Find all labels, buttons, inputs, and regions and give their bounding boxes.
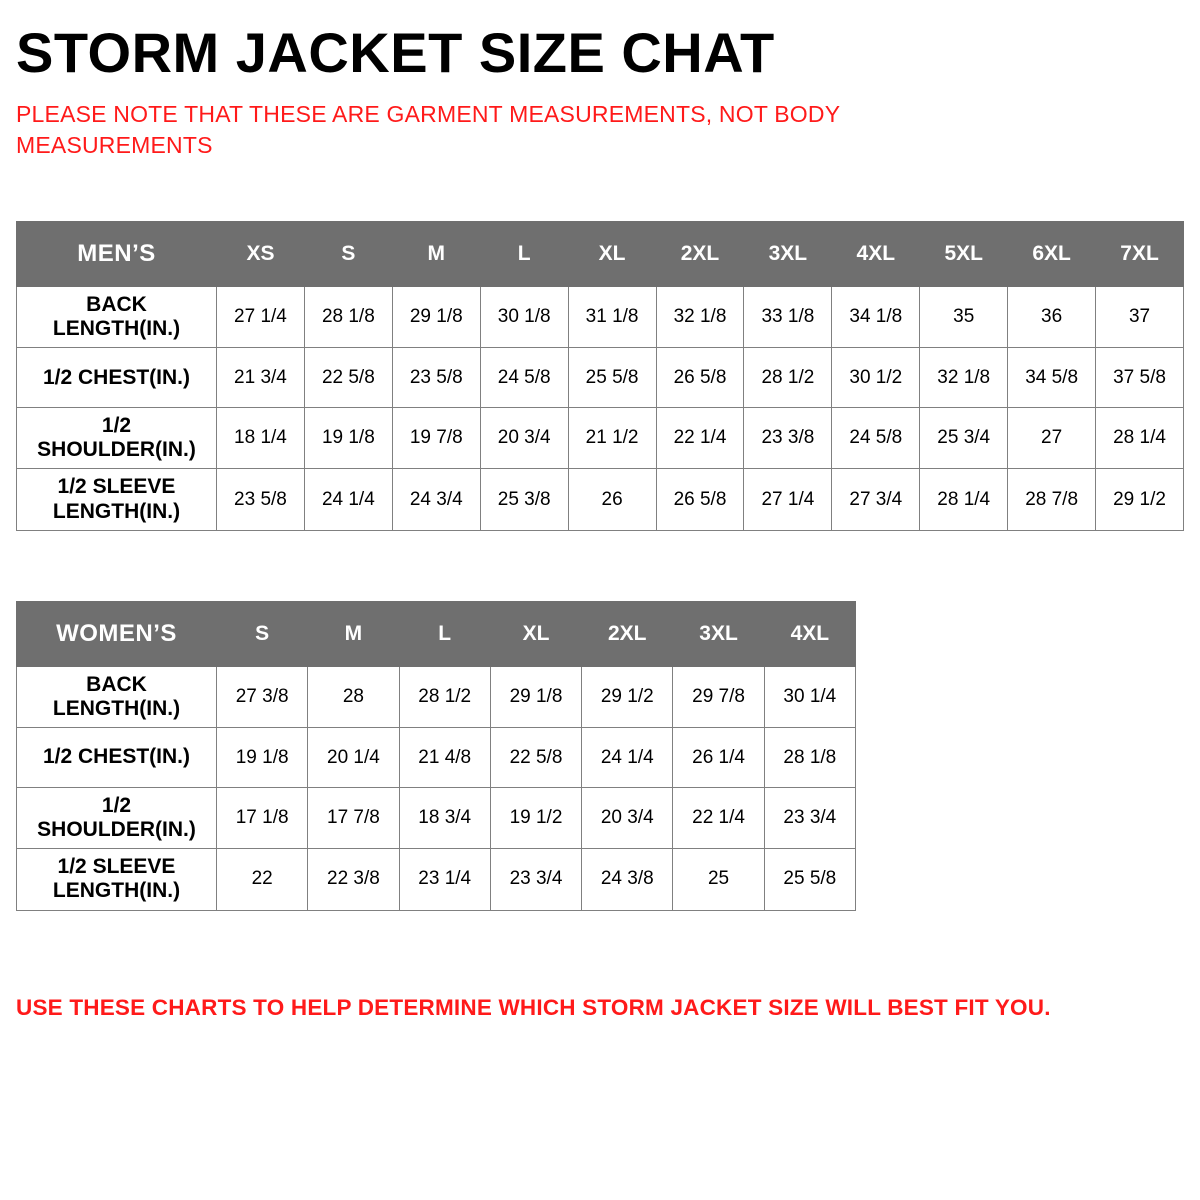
measurement-note: PLEASE NOTE THAT THESE ARE GARMENT MEASUREMENTS, NOT BODY MEASUREMENTS [16,100,840,158]
measurement-value: 22 1/4 [656,408,744,469]
measurement-value: 17 7/8 [308,788,399,849]
measurement-value: 23 3/8 [744,408,832,469]
table-row [17,469,1184,530]
measurement-value: 26 [568,469,656,530]
size-header-6xl: 6XL [1008,221,1096,286]
measurement-value: 24 1/4 [582,728,673,788]
measurement-value: 24 3/4 [392,469,480,530]
measurement-value: 24 1/4 [304,469,392,530]
measurement-value: 32 1/8 [920,348,1008,408]
table-row [17,348,1184,408]
measurement-value: 25 3/4 [920,408,1008,469]
womens-table-wrapper [16,601,1184,911]
measurement-value: 33 1/8 [744,286,832,347]
measurement-label: BACK LENGTH(IN.) [17,666,217,727]
measurement-label: BACK LENGTH(IN.) [17,286,217,347]
measurement-value: 35 [920,286,1008,347]
page-title: STORM JACKET SIZE CHAT [16,21,775,84]
measurement-value: 23 1/4 [399,849,490,910]
measurement-value: 28 1/8 [764,728,855,788]
measurement-value: 22 [217,849,308,910]
measurement-value: 28 1/2 [399,666,490,727]
measurement-value: 30 1/8 [480,286,568,347]
size-header-7xl: 7XL [1096,221,1184,286]
measurement-value: 21 1/2 [568,408,656,469]
womens-size-table [16,601,856,911]
womens-table-header [17,601,856,666]
table-row [17,408,1184,469]
womens-table-body [17,666,856,910]
measurement-value: 34 5/8 [1008,348,1096,408]
measurement-value: 20 3/4 [480,408,568,469]
measurement-value: 27 [1008,408,1096,469]
size-header-m: M [308,601,399,666]
measurement-value: 23 5/8 [392,348,480,408]
table-row [17,286,1184,347]
measurement-value: 24 3/8 [582,849,673,910]
measurement-value: 27 1/4 [217,286,305,347]
table-row [17,788,856,849]
measurement-value: 18 3/4 [399,788,490,849]
size-header-xl: XL [568,221,656,286]
measurement-value: 32 1/8 [656,286,744,347]
womens-corner-label: WOMEN’S [17,601,217,666]
measurement-value: 19 1/2 [490,788,581,849]
measurement-value: 25 5/8 [764,849,855,910]
size-header-xl: XL [490,601,581,666]
measurement-label: 1/2 SLEEVE LENGTH(IN.) [17,469,217,530]
measurement-value: 24 5/8 [832,408,920,469]
measurement-value: 25 5/8 [568,348,656,408]
measurement-value: 30 1/4 [764,666,855,727]
mens-corner-label: MEN’S [17,221,217,286]
mens-size-table [16,221,1184,531]
measurement-value: 26 1/4 [673,728,764,788]
size-header-2xl: 2XL [656,221,744,286]
measurement-value: 29 1/2 [1096,469,1184,530]
measurement-value: 27 3/4 [832,469,920,530]
measurement-value: 37 5/8 [1096,348,1184,408]
table-header-row [17,601,856,666]
measurement-value: 29 1/8 [392,286,480,347]
size-header-s: S [304,221,392,286]
measurement-value: 34 1/8 [832,286,920,347]
size-header-3xl: 3XL [673,601,764,666]
measurement-value: 21 3/4 [217,348,305,408]
size-header-5xl: 5XL [920,221,1008,286]
size-header-l: L [399,601,490,666]
measurement-value: 28 [308,666,399,727]
measurement-value: 27 1/4 [744,469,832,530]
measurement-value: 24 5/8 [480,348,568,408]
measurement-value: 18 1/4 [217,408,305,469]
measurement-value: 22 3/8 [308,849,399,910]
measurement-value: 28 1/2 [744,348,832,408]
measurement-value: 19 1/8 [217,728,308,788]
measurement-value: 22 1/4 [673,788,764,849]
measurement-value: 28 1/8 [304,286,392,347]
mens-table-wrapper [16,221,1184,531]
measurement-value: 28 1/4 [920,469,1008,530]
measurement-value: 22 5/8 [304,348,392,408]
measurement-value: 25 3/8 [480,469,568,530]
measurement-value: 20 1/4 [308,728,399,788]
measurement-label: 1/2 SLEEVE LENGTH(IN.) [17,849,217,910]
measurement-value: 19 7/8 [392,408,480,469]
size-header-l: L [480,221,568,286]
measurement-value: 19 1/8 [304,408,392,469]
measurement-value: 17 1/8 [217,788,308,849]
measurement-value: 27 3/8 [217,666,308,727]
size-header-3xl: 3XL [744,221,832,286]
measurement-label: 1/2 CHEST(IN.) [17,348,217,408]
size-header-4xl: 4XL [764,601,855,666]
measurement-value: 23 5/8 [217,469,305,530]
mens-table-header [17,221,1184,286]
measurement-value: 28 1/4 [1096,408,1184,469]
size-header-m: M [392,221,480,286]
measurement-value: 31 1/8 [568,286,656,347]
table-header-row [17,221,1184,286]
measurement-value: 21 4/8 [399,728,490,788]
mens-table-body [17,286,1184,530]
measurement-value: 23 3/4 [490,849,581,910]
measurement-value: 23 3/4 [764,788,855,849]
size-header-s: S [217,601,308,666]
measurement-value: 29 1/8 [490,666,581,727]
table-row [17,728,856,788]
table-row [17,849,856,910]
measurement-value: 20 3/4 [582,788,673,849]
measurement-value: 29 7/8 [673,666,764,727]
measurement-value: 22 5/8 [490,728,581,788]
size-header-xs: XS [217,221,305,286]
measurement-value: 26 5/8 [656,348,744,408]
size-header-4xl: 4XL [832,221,920,286]
measurement-value: 29 1/2 [582,666,673,727]
measurement-label: 1/2 SHOULDER(IN.) [17,788,217,849]
measurement-value: 37 [1096,286,1184,347]
size-header-2xl: 2XL [582,601,673,666]
footer-note: USE THESE CHARTS TO HELP DETERMINE WHICH STORM JACKET SIZE WILL BEST FIT YOU. [16,994,1051,1020]
measurement-label: 1/2 CHEST(IN.) [17,728,217,788]
table-row [17,666,856,727]
measurement-value: 30 1/2 [832,348,920,408]
measurement-value: 25 [673,849,764,910]
measurement-label: 1/2 SHOULDER(IN.) [17,408,217,469]
measurement-value: 26 5/8 [656,469,744,530]
measurement-value: 36 [1008,286,1096,347]
measurement-value: 28 7/8 [1008,469,1096,530]
